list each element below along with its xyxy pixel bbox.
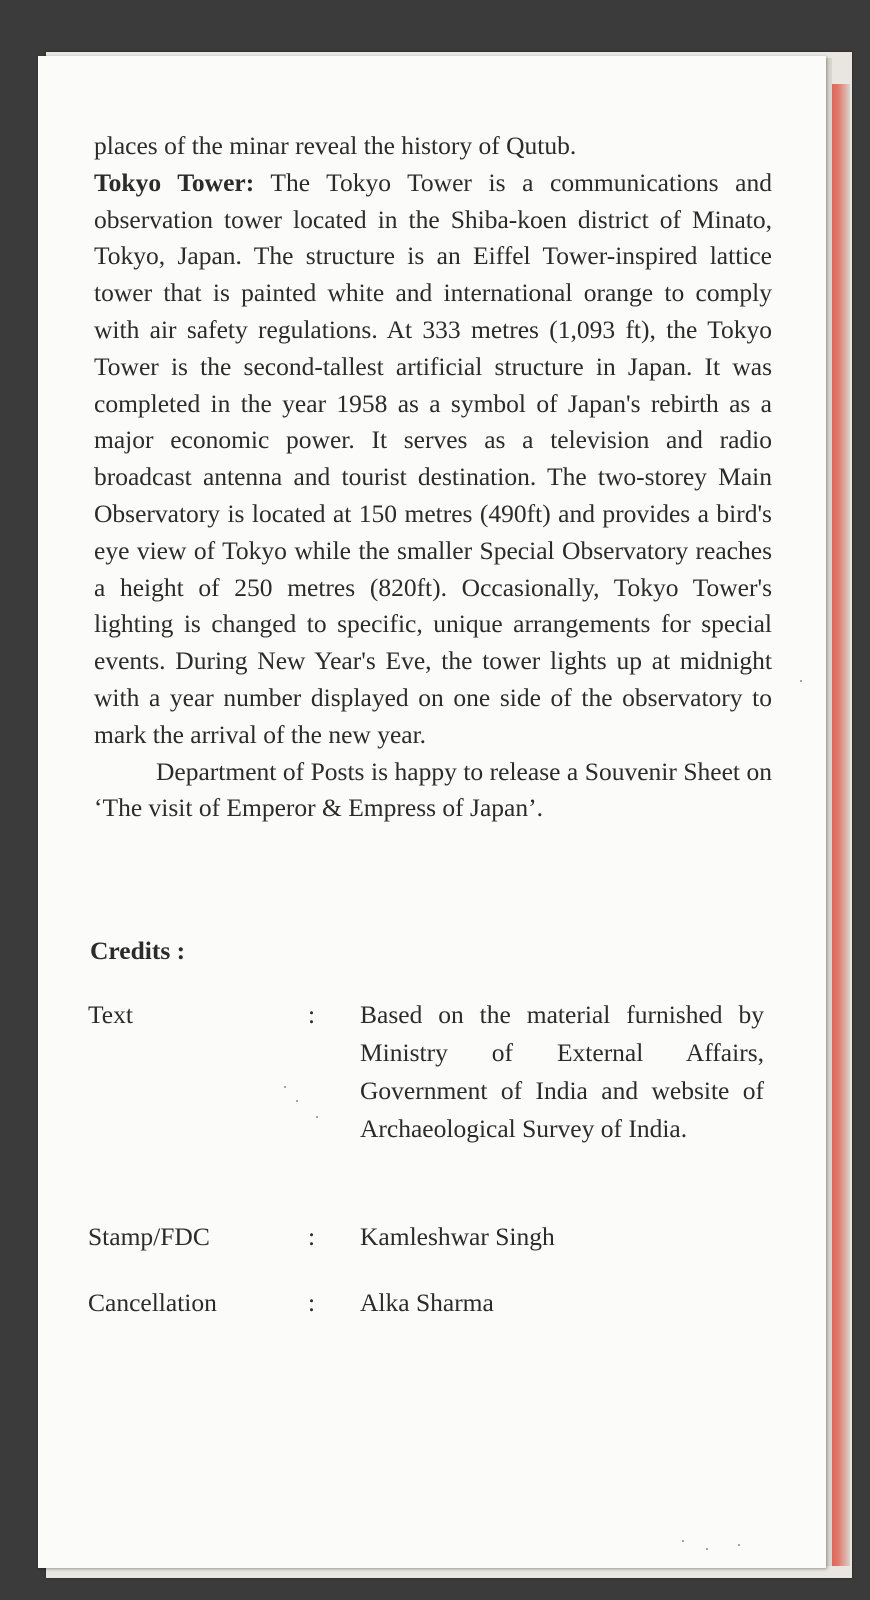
credit-label: Text (88, 1000, 133, 1029)
credit-label: Stamp/FDC (88, 1222, 210, 1251)
credit-row-text (88, 996, 778, 1196)
page-edge-shadow (826, 58, 832, 1566)
paper-speck (316, 1116, 318, 1118)
tokyo-tower-heading: Tokyo Tower: (94, 167, 255, 197)
credit-colon: : (308, 1000, 316, 1029)
tokyo-tower-body: The Tokyo Tower is a communications and observation tower located in the Shiba-koen district of Minato, Tokyo, Japan. The structure is an Eiffel Tower-inspired lattice tower that is painted white and international orange to comply with air safety regulations. At 333 metres (1,093 ft), the Tokyo Tower is the second-tallest artificial structure in Japan. It was completed in the year 1958 as a symbol of Japan's rebirth as a major economic power. It serves as a television and radio broadcast antenna and tourist destination. The two-storey Main Observatory is located at 150 metres (490ft) and provides a bird's eye view of Tokyo while the smaller Special Observatory reaches a height of 250 metres (820ft). Occasionally, Tokyo Tower's lighting is changed to specific, unique arrangements for special events. During New Year's Eve, the tower lights up at midnight with a year number displayed on one side of the observatory to mark the arrival of the new year. (94, 167, 772, 749)
body-text (94, 128, 772, 827)
credit-label: Cancellation (88, 1288, 217, 1317)
paper-speck (682, 1540, 684, 1542)
credit-value: Alka Sharma (360, 1288, 494, 1317)
tokyo-tower-paragraph (94, 165, 772, 754)
paper-speck (284, 1086, 286, 1088)
paper-speck (738, 1544, 740, 1546)
credits-title: Credits : (90, 936, 186, 965)
credit-colon: : (308, 1222, 316, 1251)
paper-speck (800, 680, 802, 682)
credit-value: Kamleshwar Singh (360, 1222, 555, 1251)
continuation-line: places of the minar reveal the history of Qutub. (94, 131, 577, 160)
paper-speck (296, 1100, 298, 1102)
dept-of-posts-paragraph: Department of Posts is happy to release a Souvenir Sheet on ‘The visit of Emperor & Empress of Japan’. (94, 756, 772, 823)
brochure-page (38, 56, 826, 1568)
credit-colon: : (308, 1288, 316, 1317)
credit-value: Based on the material furnished by Ministry of External Affairs, Government of India and website of Archaeological Survey of India. (360, 1000, 764, 1143)
paper-speck (706, 1548, 708, 1550)
